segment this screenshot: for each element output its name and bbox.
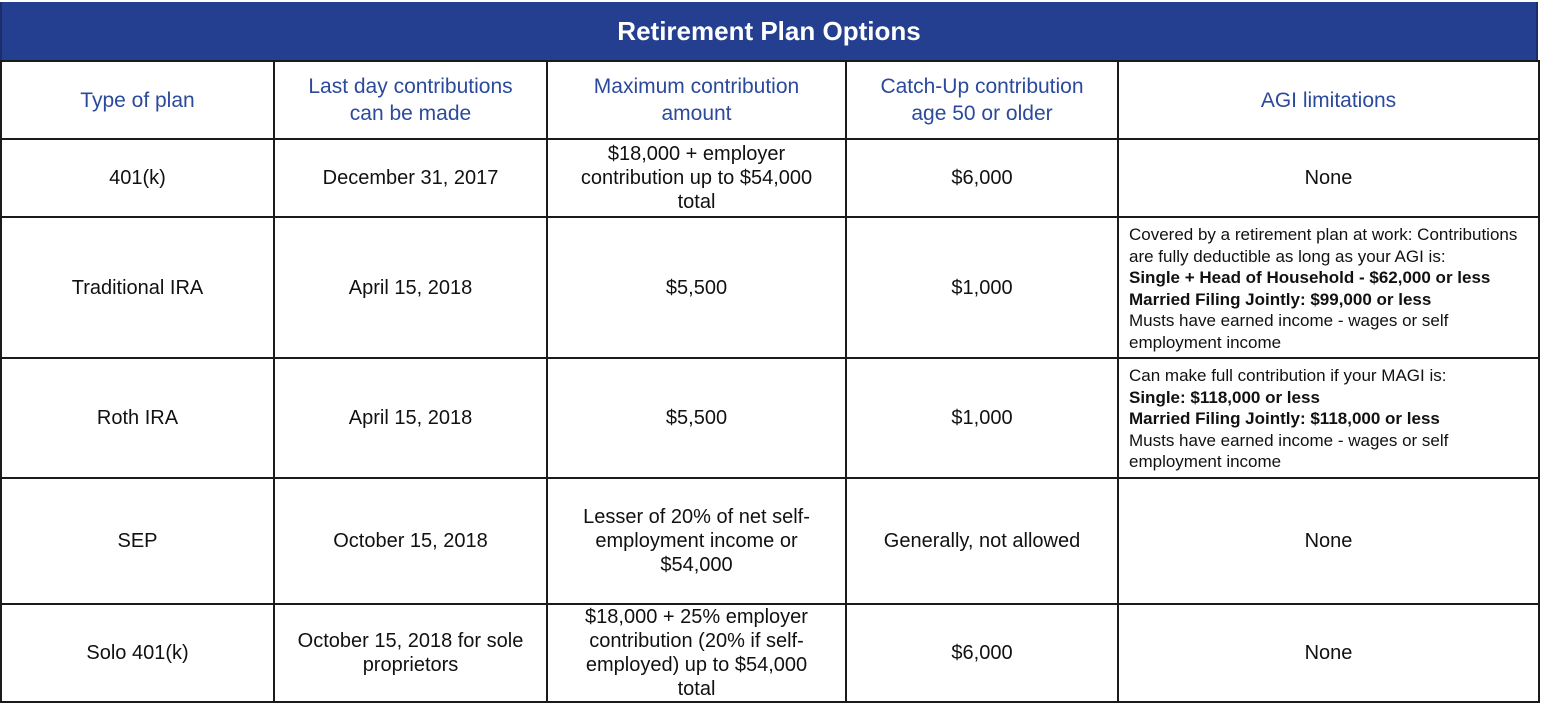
- agi-cell: [1118, 217, 1539, 358]
- table-row: [1, 217, 1539, 358]
- table-row: [1, 604, 1539, 702]
- header-agi-limitations: AGI limitations: [1118, 61, 1539, 139]
- plan-type-cell: SEP: [1, 478, 274, 604]
- agi-single-limit: Single + Head of Household - $62,000 or less: [1129, 268, 1491, 287]
- max-contribution-cell: $5,500: [547, 217, 846, 358]
- max-contribution-cell: $18,000 + 25% employer contribution (20% if self-employed) up to $54,000 total: [547, 604, 846, 702]
- last-day-cell: April 15, 2018: [274, 217, 547, 358]
- agi-cell: None: [1118, 139, 1539, 217]
- header-catch-up: Catch-Up contribution age 50 or older: [846, 61, 1118, 139]
- last-day-cell: October 15, 2018: [274, 478, 547, 604]
- header-last-day: Last day contributions can be made: [274, 61, 547, 139]
- max-contribution-cell: $5,500: [547, 358, 846, 478]
- header-type-of-plan: Type of plan: [1, 61, 274, 139]
- agi-cell: None: [1118, 478, 1539, 604]
- retirement-plan-table: [0, 60, 1540, 703]
- agi-description: Covered by a retirement plan at work: Contributions are fully deductible as long as your AGI is:: [1129, 225, 1518, 266]
- agi-cell: None: [1118, 604, 1539, 702]
- max-contribution-cell: $18,000 + employer contribution up to $54,000 total: [547, 139, 846, 217]
- agi-joint-limit: Married Filing Jointly: $118,000 or less: [1129, 409, 1440, 428]
- plan-type-cell: 401(k): [1, 139, 274, 217]
- last-day-cell: April 15, 2018: [274, 358, 547, 478]
- table-row: [1, 139, 1539, 217]
- table-row: [1, 358, 1539, 478]
- catch-up-cell: Generally, not allowed: [846, 478, 1118, 604]
- plan-type-cell: Roth IRA: [1, 358, 274, 478]
- catch-up-cell: $1,000: [846, 358, 1118, 478]
- plan-type-cell: Solo 401(k): [1, 604, 274, 702]
- agi-cell: [1118, 358, 1539, 478]
- last-day-cell: October 15, 2018 for sole proprietors: [274, 604, 547, 702]
- agi-single-limit: Single: $118,000 or less: [1129, 387, 1320, 407]
- header-row: [1, 61, 1539, 139]
- agi-joint-limit: Married Filing Jointly: $99,000 or less: [1129, 289, 1432, 309]
- catch-up-cell: $6,000: [846, 604, 1118, 702]
- catch-up-cell: $1,000: [846, 217, 1118, 358]
- retirement-plan-table-container: [0, 2, 1538, 700]
- plan-type-cell: Traditional IRA: [1, 217, 274, 358]
- last-day-cell: December 31, 2017: [274, 139, 547, 217]
- table-row: [1, 478, 1539, 604]
- agi-income-requirement: Musts have earned income - wages or self employment income: [1129, 430, 1449, 471]
- catch-up-cell: $6,000: [846, 139, 1118, 217]
- agi-income-requirement: Musts have earned income - wages or self employment income: [1129, 311, 1449, 352]
- max-contribution-cell: Lesser of 20% of net self-employment income or $54,000: [547, 478, 846, 604]
- agi-description: Can make full contribution if your MAGI is:: [1129, 366, 1447, 385]
- header-max-contribution: Maximum contribution amount: [547, 61, 846, 139]
- table-title: Retirement Plan Options: [0, 2, 1538, 60]
